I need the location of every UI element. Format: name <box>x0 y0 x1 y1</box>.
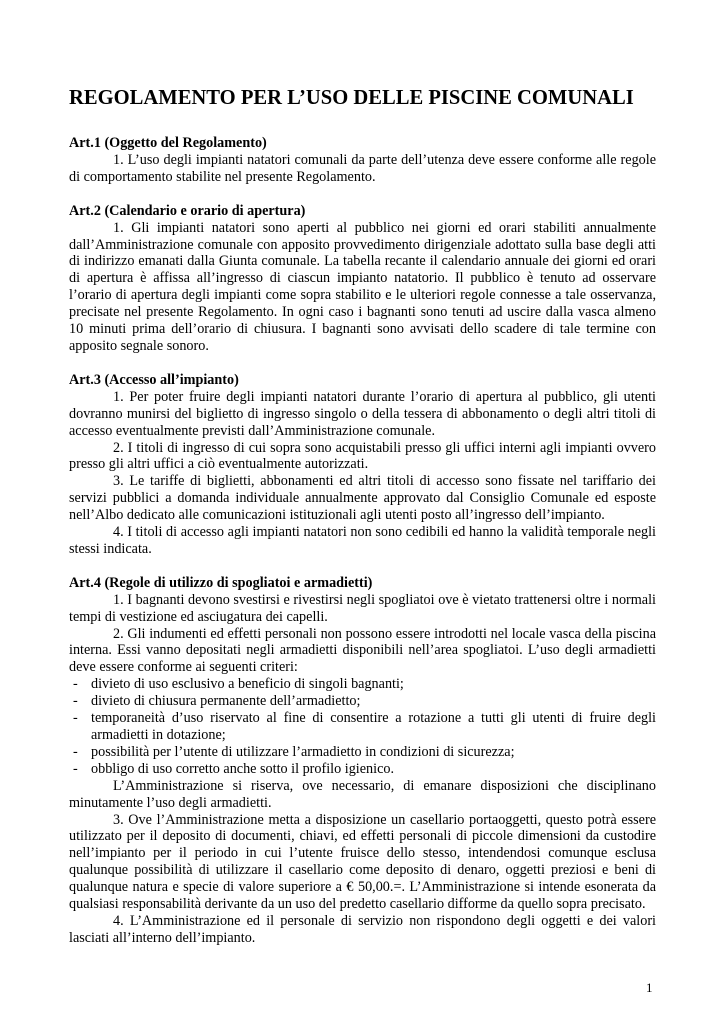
bullet-dash: - <box>73 710 78 727</box>
article-heading: Art.4 (Regole di utilizzo di spogliatoi e armadietti) <box>69 574 373 591</box>
list-item <box>69 676 656 693</box>
list-item-text: temporaneità d’uso riservato al fine di consentire a rotazione a tutti gli utenti di fruire degli armadietti in dotazione; <box>91 710 656 743</box>
list-item <box>69 693 656 710</box>
document-body <box>69 84 656 964</box>
article-paragraph: 2. Gli indumenti ed effetti personali non possono essere introdotti nel locale vasca della piscina interna. Essi vanno depositati negli armadietti disponibili nell’area spogliatoi. L’uso degli armadietti deve essere conforme ai seguenti criteri: <box>69 625 656 676</box>
document-title: REGOLAMENTO PER L’USO DELLE PISCINE COMUNALI <box>69 87 634 109</box>
article-2 <box>69 203 656 355</box>
page-number: 1 <box>646 980 653 995</box>
article-paragraph: 4. I titoli di accesso agli impianti natatori non sono cedibili ed hanno la validità temporale negli stessi indicata. <box>69 524 656 557</box>
article-paragraph: L’Amministrazione si riserva, ove necessario, di emanare disposizioni che disciplinano minutamente l’uso degli armadietti. <box>69 777 656 811</box>
list-item-text: divieto di uso esclusivo a beneficio di singoli bagnanti; <box>91 676 404 693</box>
article-paragraph: 4. L’Amministrazione ed il personale di servizio non rispondono degli oggetti e dei valori lasciati all’interno dell’impianto. <box>69 912 656 946</box>
article-paragraph: 1. Per poter fruire degli impianti natatori durante l’orario di apertura al pubblico, gli utenti dovranno munirsi del biglietto di ingresso singolo o della tessera di abbonamento o degli altri titoli di accesso eventualmente previsti dall’Amministrazione comunale. <box>69 388 656 439</box>
article-heading: Art.3 (Accesso all’impianto) <box>69 371 239 388</box>
list-item-text: divieto di chiusura permanente dell’armadietto; <box>91 693 361 710</box>
bullet-dash: - <box>73 760 78 777</box>
article-paragraph: 3. Ove l’Amministrazione metta a disposizione un casellario portaoggetti, questo potrà essere utilizzato per il deposito di documenti, chiavi, ed effetti personali di piccole dimensioni da custodire nell’impianto per il periodo in cui l’utente fruisce dello stesso, intendendosi comunque esclusa qualunque possibilità di utilizzare il casellario come deposito di denaro, oggetti preziosi e beni di qualunque natura e specie di valore superiore a € 50,00.=. L’Amministrazione si intende esonerata da qualsiasi responsabilità derivante da un uso del predetto casellario difforme da quello sopra precisato. <box>69 811 656 913</box>
article-paragraph: 1. L’uso degli impianti natatori comunali da parte dell’utenza deve essere conforme alle regole di comportamento stabilite nel presente Regolamento. <box>69 151 656 185</box>
article-heading: Art.2 (Calendario e orario di apertura) <box>69 202 306 219</box>
bullet-dash: - <box>73 693 78 710</box>
article-paragraph: 1. I bagnanti devono svestirsi e rivestirsi negli spogliatoi ove è vietato trattenersi oltre i normali tempi di vestizione ed asciugatura dei capelli. <box>69 591 656 625</box>
article-4 <box>69 575 656 947</box>
article-paragraph: 2. I titoli di ingresso di cui sopra sono acquistabili presso gli uffici interni agli impianti ovvero presso gli altri uffici a ciò eventualmente autorizzati. <box>69 439 656 473</box>
article-paragraph: 1. Gli impianti natatori sono aperti al pubblico nei giorni ed orari stabiliti annualmente dall’Amministrazione comunale con apposito provvedimento dirigenziale adottato sulla base degli atti di indirizzo emanati dalla Giunta comunale. La tabella recante il calendario annuale dei giorni ed orari di apertura è affissa all’ingresso di ciascun impianto natatorio. Il pubblico è tenuto ad osservare l’orario di apertura degli impianti come sopra stabilito e le ulteriori regole connesse a tale osservanza, precisate nel presente Regolamento. In ogni caso i bagnanti sono tenuti ad uscire dalla vasca almeno 10 minuti prima dell’orario di chiusura. I bagnanti sono avvisati dello scadere di tale termine con apposito segnale sonoro. <box>69 219 656 354</box>
list-item <box>69 744 656 761</box>
bullet-dash: - <box>73 676 78 693</box>
list-item-text: possibilità per l’utente di utilizzare l’armadietto in condizioni di sicurezza; <box>91 743 515 760</box>
list-item <box>69 761 656 778</box>
article-3 <box>69 372 656 558</box>
article-1 <box>69 135 656 186</box>
article-paragraph: 3. Le tariffe di biglietti, abbonamenti ed altri titoli di accesso sono fissate nel tariffario dei servizi pubblici a domanda individuale annualmente approvato dal Consiglio Comunale ed esposte nell’Albo dedicato alle comunicazioni istituzionali agli utenti posto all’ingresso dell’impianto. <box>69 473 656 524</box>
criteria-list <box>69 676 656 777</box>
list-item-text: obbligo di uso corretto anche sotto il profilo igienico. <box>91 760 395 777</box>
article-heading: Art.1 (Oggetto del Regolamento) <box>69 135 267 151</box>
bullet-dash: - <box>73 743 78 760</box>
list-item <box>69 710 656 744</box>
